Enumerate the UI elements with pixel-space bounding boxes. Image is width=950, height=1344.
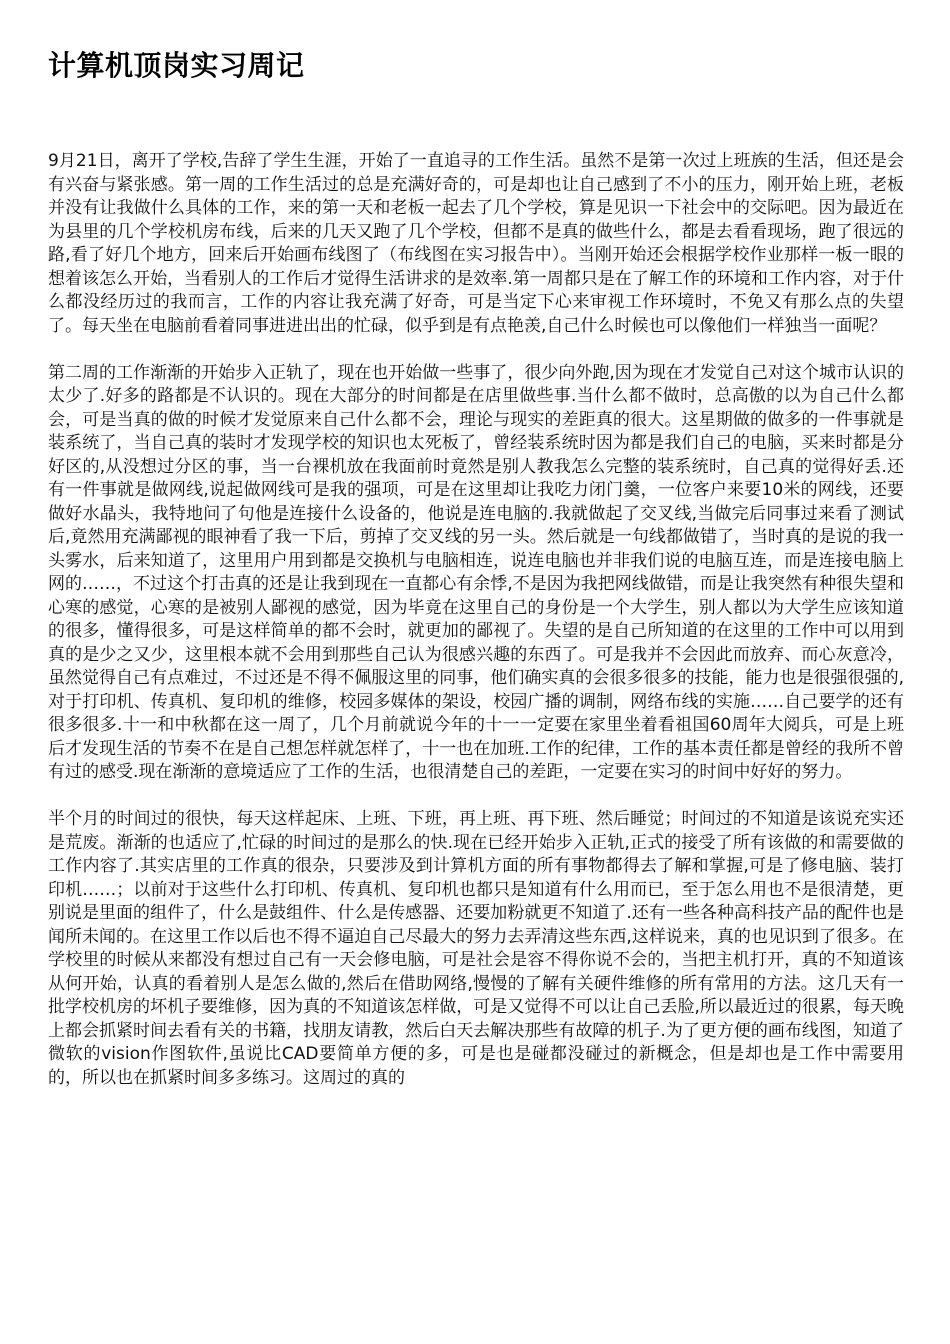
document-title: 计算机顶岗实习周记 [48, 49, 305, 82]
paragraph-week-1: 9月21日，离开了学校,告辞了学生生涯，开始了一直追寻的工作生活。虽然不是第一次过上班族的生活，但还是会有兴奋与紧张感。第一周的工作生活过的总是充满好奇的，可是却也让自己感到了不小的压力，刚开始上班，老板并没有让我做什么具体的工作，来的第一天和老板一起去了几个学校，算是见识一下社会中的交际吧。因为最近在为县里的几个学校机房布线，后来的几天又跑了几个学校，但都不是真的做些什么，都是去看看现场，跑了很远的路,看了好几个地方，回来后开始画布线图了（布线图在实习报告中）。当刚开始还会根据学校作业那样一板一眼的想着该怎么开始，当看别人的工作后才觉得生活讲求的是效率.第一周都只是在了解工作的环境和工作内容，对于什么都没经历过的我而言，工作的内容让我充满了好奇，可是当定下心来审视工作环境时，不免又有那么点的失望了。每天坐在电脑前看着同事进进出出的忙碌，似乎到是有点艳羡,自己什么时候也可以像他们一样独当一面呢？ [48, 151, 904, 336]
document-body [48, 150, 904, 1090]
paragraph-week-2: 第二周的工作渐渐的开始步入正轨了，现在也开始做一些事了，很少向外跑,因为现在才发觉自己对这个城市认识的太少了.好多的路都是不认识的。现在大部分的时间都是在店里做些事.当什么都不做时，总高傲的以为自己什么都会，可是当真的做的时候才发觉原来自己什么都不会，理论与现实的差距真的很大。这星期做的做多的一件事就是装系统了，当自己真的装时才发现学校的知识也太死板了，曾经装系统时因为都是我们自己的电脑，买来时都是分好区的,从没想过分区的事，当一台裸机放在我面前时竟然是别人教我怎么完整的装系统时，自己真的觉得好丢.还有一件事就是做网线,说起做网线可是我的强项，可是在这里却让我吃力闭门羹，一位客户来要10米的网线，还要做好水晶头，我特地问了句他是连接什么设备的，他说是连电脑的.我就做起了交叉线,当做完后同事过来看了测试后,竟然用充满鄙视的眼神看了我一下后，剪掉了交叉线的另一头。然后就是一句线都做错了，当时真的是说的我一头雾水，后来知道了，这里用户用到都是交换机与电脑相连，说连电脑也并非我们说的电脑互连，而是连接电脑上网的……，不过这个打击真的还是让我到现在一直都心有余悸,不是因为我把网线做错，而是让我突然有种很失望和心寒的感觉，心寒的是被别人鄙视的感觉，因为毕竟在这里自己的身份是一个大学生，别人都以为大学生应该知道的很多，懂得很多，可是这样简单的都不会时，就更加的鄙视了。失望的是自己所知道的在这里的工作中可以用到真的是少之又少，这里根本就不会用到那些自己认为很感兴趣的东西了。可是我并不会因此而放弃、而心灰意冷，虽然觉得自己有点难过，不过还是不得不佩服这里的同事，他们确实真的会很多很多的技能，能力也是很强很强的,对于打印机、传真机、复印机的维修，校园多媒体的架设，校园广播的调制，网络布线的实施……自己要学的还有很多很多.十一和中秋都在这一周了，几个月前就说今年的十一一定要在家里坐着看祖国60周年大阅兵，可是上班后才发现生活的节奏不在是自己想怎样就怎样了，十一也在加班.工作的纪律，工作的基本责任都是曾经的我所不曾有过的感受.现在渐渐的意境适应了工作的生活，也很清楚自己的差距，一定要在实习的时间中好好的努力。 [48, 362, 904, 782]
paragraph-half-month: 半个月的时间过的很快，每天这样起床、上班、下班，再上班、再下班、然后睡觉；时间过的不知道是该说充实还是荒废。渐渐的也适应了,忙碌的时间过的是那么的快.现在已经开始步入正轨,正式的接受了所有该做的和需要做的工作内容了.其实店里的工作真的很杂，只要涉及到计算机方面的所有事物都得去了解和掌握,可是了修电脑、装打印机……；以前对于这些什么打印机、传真机、复印机也都只是知道有什么用而已，至于怎么用也不是很清楚，更别说是里面的组件了，什么是鼓组件、什么是传感器、还要加粉就更不知道了.还有一些各种高科技产品的配件也是闻所未闻的。在这里工作以后也不得不逼迫自己尽最大的努力去弄清这些东西,这样说来，真的也见识到了很多。在学校里的时候从来都没有想过自己有一天会修电脑，可是社会是容不得你说不会的，当把主机打开，真的不知道该从何开始，认真的看着别人是怎么做的,然后在借助网络,慢慢的了解有关硬件维修的所有常用的方法。这几天有一批学校机房的坏机子要维修，因为真的不知道该怎样做，可是又觉得不可以让自己丢脸,所以最近过的很累，每天晚上都会抓紧时间去看有关的书籍，找朋友请教，然后白天去解决那些有故障的机子.为了更方便的画布线图，知道了微软的vision作图软件,虽说比CAD要简单方便的多，可是也是碰都没碰过的新概念，但是却也是工作中需要用的，所以也在抓紧时间多多练习。这周过的真的 [48, 809, 904, 1088]
